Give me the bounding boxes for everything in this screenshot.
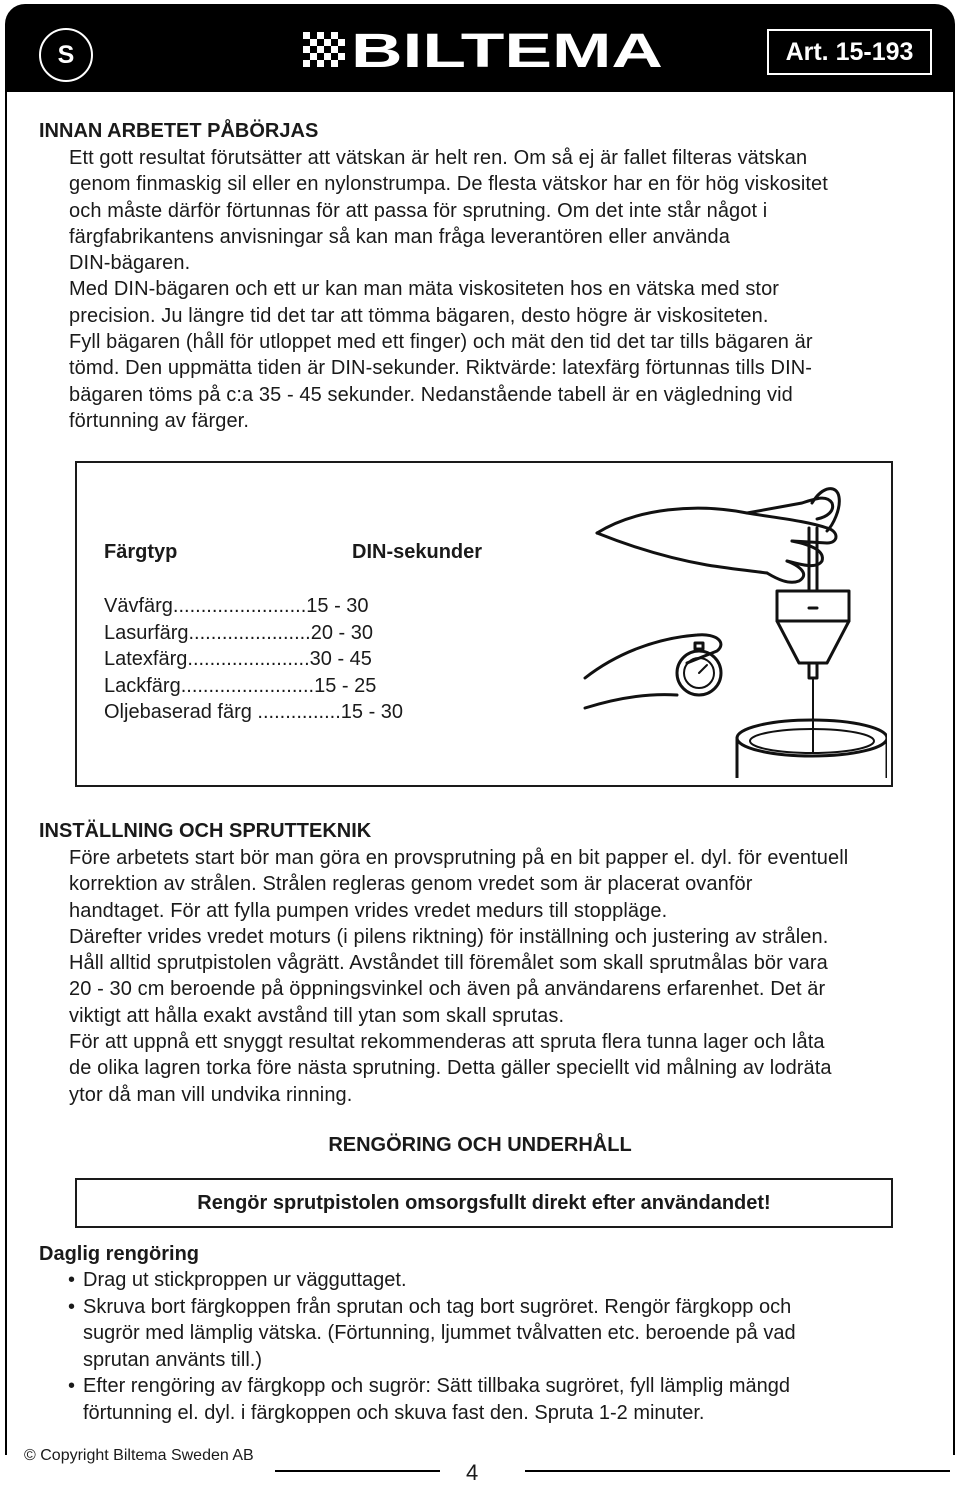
section-body-before-work: Ett gott resultat förutsätter att vätskan är helt ren. Om så ej är fallet filteras vätskan genom finmaskig sil eller en nylonstrumpa. De flesta vätskor har en för hög viskositet och måste därför förtunnas för att passa för sprutning. Om det inte står något i färgfabrikantens anvisningar så kan man fråga leverantören eller använda DIN-bägaren. Med DIN-bägaren och ett ur kan man mäta viskositeten hos en vätska med stor precision. Ju längre tid det tar att tömma bägaren, desto högre är viskositeten. Fyll bägaren (håll för utloppet med ett finger) och mät den tid det tar tills bägaren är tömd. Den uppmätta tiden är DIN-sekunder. Riktvärde: latexfärg förtunnas tills DIN- bägaren töms på c:a 35 - 45 sekunder. Nedanstående tabell är en vägledning vid förtunning av färger. xyxy=(69,147,828,432)
section-title-cleaning: RENGÖRING OCH UNDERHÅLL xyxy=(328,1134,632,1156)
viscosity-table xyxy=(75,461,893,787)
cleaning-notice: Rengör sprutpistolen omsorgsfullt direkt efter användandet! xyxy=(75,1178,893,1228)
list-item: • Efter rengöring av färgkopp och sugrör: Sätt tillbaka sugröret, fyll lämplig mängd förtunning el. dyl. i färgkoppen och skuva fast den. Spruta 1-2 minuter. xyxy=(68,1375,791,1424)
footer-rule-left xyxy=(275,1470,440,1472)
din-cup-illustration xyxy=(577,473,887,778)
table-row: Oljebaserad färg ...............15 - 30 xyxy=(104,701,404,723)
table-row: Lackfärg........................15 - 25 xyxy=(104,674,377,697)
list-item: • Drag ut stickproppen ur vägguttaget. xyxy=(68,1269,407,1291)
table-row: Vävfärg........................15 - 30 xyxy=(104,595,369,617)
cleaning-bullet-list xyxy=(68,1267,796,1426)
column-header-paint-type: Färgtyp xyxy=(104,541,178,563)
language-badge: S xyxy=(39,28,93,82)
frame-right-border xyxy=(953,90,955,1455)
copyright-notice: © Copyright Biltema Sweden AB xyxy=(24,1447,254,1464)
section-title-before-work: INNAN ARBETET PÅBÖRJAS xyxy=(39,120,319,142)
column-header-din-seconds: DIN-sekunder xyxy=(352,541,483,563)
page-number: 4 xyxy=(466,1460,479,1485)
table-rows xyxy=(104,593,403,726)
svg-text:BILTEMA: BILTEMA xyxy=(351,26,663,72)
brand-logo xyxy=(303,26,667,72)
table-row: Latexfärg......................30 - 45 xyxy=(104,648,372,670)
footer-rule-right xyxy=(525,1470,950,1472)
table-row: Lasurfärg......................20 - 30 xyxy=(104,621,374,644)
subtitle-daily-cleaning: Daglig rengöring xyxy=(39,1243,199,1265)
frame-left-border xyxy=(5,90,7,1455)
article-number: Art. 15-193 xyxy=(767,29,932,75)
page-header xyxy=(5,4,955,92)
section-title-spray-technique: INSTÄLLNING OCH SPRUTTEKNIK xyxy=(39,820,372,842)
list-item: • Skruva bort färgkoppen från sprutan och tag bort sugröret. Rengör färgkopp och sugrör med lämplig vätska. (Förtunning, ljummet tvålvatten etc. beroende på vad sprutan använts till.) xyxy=(68,1295,796,1371)
section-body-spray-technique: Före arbetets start bör man göra en provsprutning på en bit papper el. dyl. för eventuell korrektion av strålen. Strålen regleras genom vredet som är placerat ovanför handtaget. För att fylla pumpen vrides vredet medurs till stoppläge. Därefter vrides vredet moturs (i pilens riktning) för inställning och justering av strålen. Håll alltid sprutpistolen vågrätt. Avståndet till föremålet som skall sprutmålas bör vara 20 - 30 cm beroende på öppningsvinkel och även på användarens erfarenhet. Det är viktigt att hålla exakt avstånd till ytan som skall sprutas. För att uppnå ett snyggt resultat rekommenderas att spruta flera tunna lager och låta de olika lagren torka före nästa sprutning. Detta gäller speciellt vid målning av lodräta ytor då man vill undvika rinning. xyxy=(69,847,849,1106)
